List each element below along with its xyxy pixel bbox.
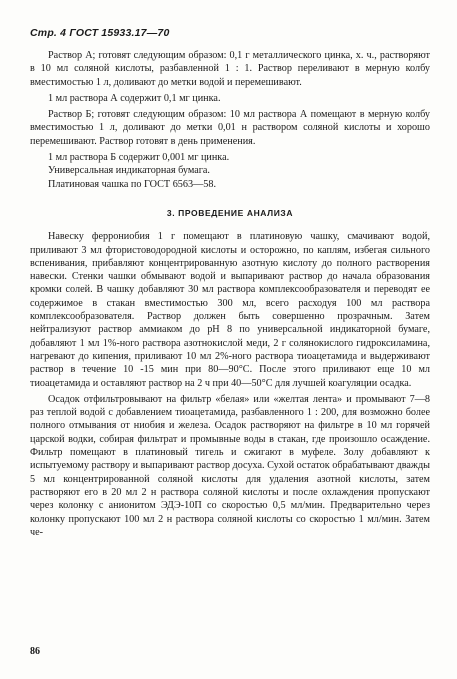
paragraph-procedure-2: Осадок отфильтровывают на фильтр «белая» или «желтая лента» и промывают 7—8 раз теплой водой с добавлением тиоацетамида, разбавленного 1 : 200, для возможно более полного отмывания от ниобия и железа. Осадок растворяют на фильтре в 10 мл горячей царской водки, собирая фильтрат и промывные воды в стакан, где произошло осаждение. Фильтр помещают в платиновый тигель и сжигают в муфеле. Золу добавляют к испытуемому раствору и выпаривают раствор досуха. Сухой остаток обрабатывают дважды 5 мл концентрированной соляной кислоты для удаления азотной кислоты, затем растворяют его в 20 мл 2 н раствора соляной кислоты и после охлаждения пропускают через колонку с анионитом ЭДЭ-10П со скоростью 0,5 мл/мин. Предварительно через колонку пропускают 100 мл 2 н раствора соляной кислоты со скоростью 1 мл/мин. Затем че- xyxy=(30,393,430,538)
page-number: 86 xyxy=(30,646,40,657)
paragraph-solution-a-content: 1 мл раствора А содержит 0,1 мг цинка. xyxy=(48,92,221,104)
paragraph-solution-b-content: 1 мл раствора Б содержит 0,001 мг цинка. xyxy=(48,152,230,164)
paragraph-procedure-1: Навеску феррониобия 1 г помещают в платиновую чашку, смачивают водой, приливают 3 мл фтористоводородной кислоты и осторожно, по каплям, избегая сильного вспенивания, прибавляют концентрированную азотную кислоту до полного растворения навески. Стенки чашки обмывают водой и выпаривают раствор до начала образования кромки солей. В чашку добавляют 30 мл раствора комплексообразователя и переводят ее содержимое в стакан вместимостью 300 мл, всего расходуя 100 мл раствора комплексообразователя. Раствор должен быть совершенно прозрачным. Затем нейтрализуют раствор аммиаком до pH 8 по универсальной индикаторной бумаге, добавляют 1 мл 1%-ного раствора азотнокислой меди, 2 г солянокислого гидроксиламина, нагревают до кипения, приливают 10 мл 2%-ного раствора тиоацетамида и выдерживают раствор в течение 10 -15 мин при 80—90°С. После этого приливают еще 10 мл тиоацетамида и оставляют раствор на 2 ч при 40—50°С для лучшей коагуляции осадка. xyxy=(30,231,430,389)
paragraph-solution-b: Раствор Б; готовят следующим образом: 10 мл раствора А помещают в мерную колбу вместимостью 1 л, доливают до метки 0,01 н раствором соляной кислоты и хорошо перемешивают. Раствор готовят в день применения. xyxy=(30,109,430,147)
paragraph-solution-a: Раствор А; готовят следующим образом: 0,1 г металлического цинка, х. ч., растворяют в 10 мл соляной кислоты, разбавленной 1 : 1. Раствор переливают в мерную колбу вместимостью 1 л, доливают до метки водой и перемешивают. xyxy=(30,50,430,88)
page-header: Стр. 4 ГОСТ 15933.17—70 xyxy=(30,27,170,39)
paragraph-indicator-paper: Универсальная индикаторная бумага. xyxy=(48,165,210,177)
section-title: 3. ПРОВЕДЕНИЕ АНАЛИЗА xyxy=(166,207,294,218)
document-body xyxy=(30,49,430,539)
paragraph-platinum-dish: Платиновая чашка по ГОСТ 6563—58. xyxy=(48,178,217,190)
